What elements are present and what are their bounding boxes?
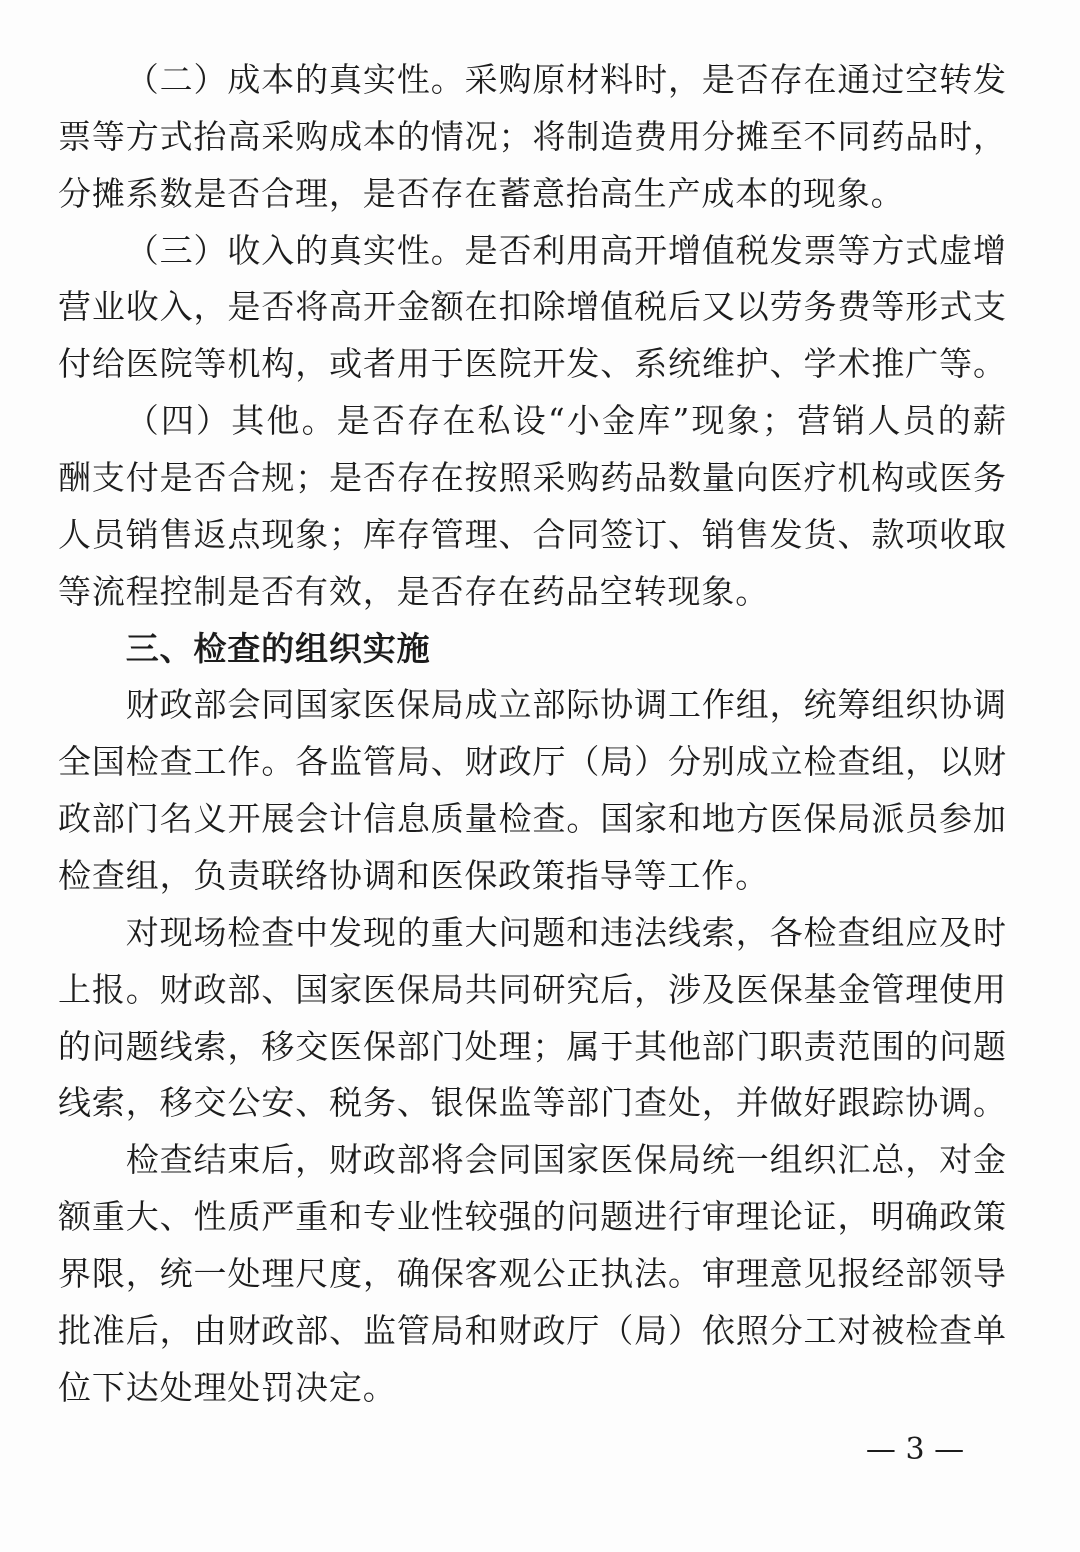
text-line: 界限，统一处理尺度，确保客观公正执法。审理意见报经部领导	[58, 1254, 1006, 1294]
text-line: 营业收入，是否将高开金额在扣除增值税后又以劳务费等形式支	[58, 287, 1006, 327]
text-line: 人员销售返点现象；库存管理、合同签订、销售发货、款项收取	[58, 514, 1006, 554]
text-line: （四）其他。是否存在私设“小金库”现象；营销人员的薪	[125, 401, 1006, 441]
text-line: 付给医院等机构，或者用于医院开发、系统维护、学术推广等。	[58, 344, 1006, 384]
text-line: 分摊系数是否合理，是否存在蓄意抬高生产成本的现象。	[58, 173, 905, 213]
paragraph-working-group	[58, 677, 1006, 904]
text-line: 额重大、性质严重和专业性较强的问题进行审理论证，明确政策	[58, 1197, 1006, 1237]
text-line: 财政部会同国家医保局成立部际协调工作组，统筹组织协调	[125, 685, 1006, 725]
text-line: （三）收入的真实性。是否利用高开增值税发票等方式虚增	[125, 230, 1006, 270]
text-line: 批准后，由财政部、监管局和财政厅（局）依照分工对被检查单	[58, 1310, 1006, 1350]
paragraph-cost-authenticity	[58, 52, 1006, 223]
text-line: 线索，移交公安、税务、银保监等部门查处，并做好跟踪协调。	[58, 1083, 1006, 1123]
paragraph-issue-reporting	[58, 905, 1006, 1132]
text-line: 的问题线索，移交医保部门处理；属于其他部门职责范围的问题	[58, 1026, 1006, 1066]
text-line: 对现场检查中发现的重大问题和违法线索，各检查组应及时	[125, 912, 1006, 952]
text-line: 检查组，负责联络协调和医保政策指导等工作。	[58, 856, 770, 896]
text-line: 政部门名义开展会计信息质量检查。国家和地方医保局派员参加	[58, 799, 1006, 839]
document-body	[58, 52, 1006, 1417]
page-number: — 3 —	[865, 1432, 965, 1467]
text-line: 全国检查工作。各监管局、财政厅（局）分别成立检查组，以财	[58, 742, 1006, 782]
text-line: 位下达处理处罚决定。	[58, 1367, 397, 1407]
text-line: 上报。财政部、国家医保局共同研究后，涉及医保基金管理使用	[58, 969, 1006, 1009]
paragraph-revenue-authenticity	[58, 223, 1006, 394]
text-line: 等流程控制是否有效，是否存在药品空转现象。	[58, 571, 770, 611]
section-heading: 三、检查的组织实施	[125, 628, 431, 668]
paragraph-post-inspection	[58, 1132, 1006, 1416]
text-line: 酬支付是否合规；是否存在按照采购药品数量向医疗机构或医务	[58, 458, 1006, 498]
text-line: 检查结束后，财政部将会同国家医保局统一组织汇总，对金	[125, 1140, 1006, 1180]
text-line: 票等方式抬高采购成本的情况；将制造费用分摊至不同药品时，	[58, 116, 1006, 156]
paragraph-other-items	[58, 393, 1006, 620]
text-line: （二）成本的真实性。采购原材料时，是否存在通过空转发	[125, 60, 1006, 99]
